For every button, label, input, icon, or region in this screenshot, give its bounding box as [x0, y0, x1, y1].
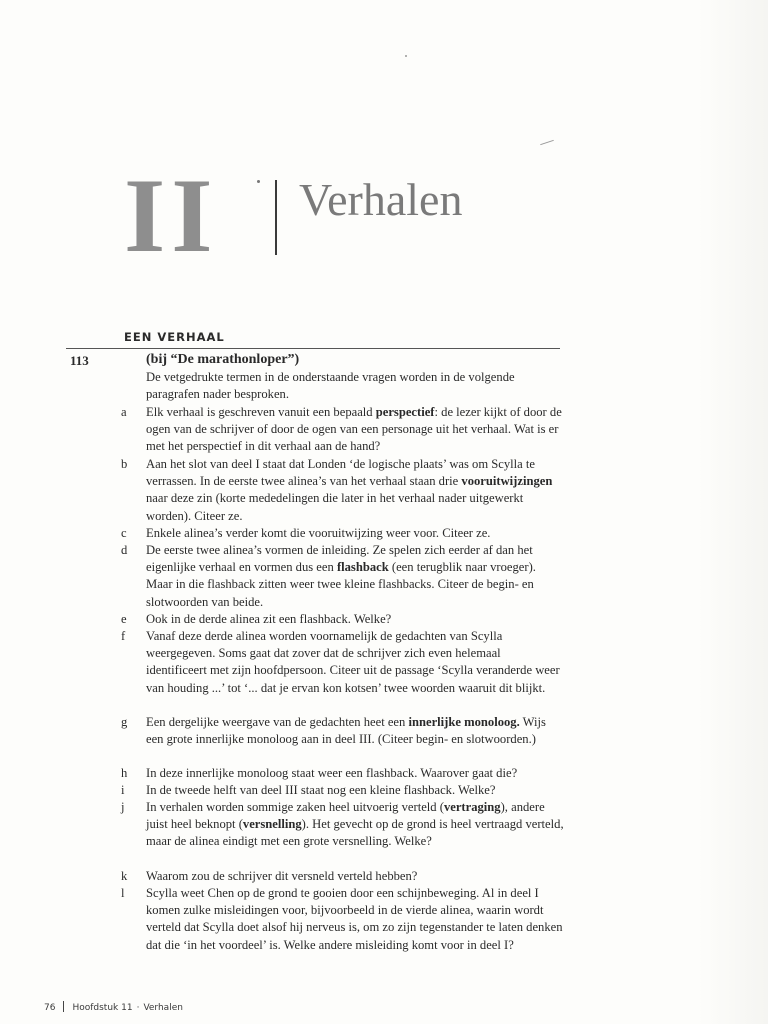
page-footer — [44, 1001, 183, 1013]
chapter-title: Verhalen — [299, 174, 463, 225]
page-number: 76 — [44, 1003, 56, 1013]
question-letter: d — [121, 543, 128, 557]
question-letter: j — [121, 800, 125, 814]
chapter-numeral: II — [124, 157, 219, 274]
exercise-title: (bij “De marathonloper”) — [146, 352, 300, 367]
section-heading: EEN VERHAAL — [124, 330, 225, 344]
chapter-dot — [257, 180, 260, 183]
question-text: Enkele alinea’s verder komt die vooruitwijzing weer voor. Citeer ze. — [146, 526, 491, 540]
question-text: Aan het slot van deel I staat dat Londen ‘de logische plaats’ was om Scylla te verrassen. In de eerste twee alinea’s van het verhaal staan drie vooruitwijzingen naar deze zin (korte mededelingen die later in het verhaal nader uitgewerkt worden). Citeer ze. — [146, 457, 553, 523]
question-letter: k — [121, 869, 128, 883]
question-letter: h — [121, 766, 128, 780]
question-letter: f — [121, 629, 126, 643]
question-text: In deze innerlijke monoloog staat weer een flashback. Waarover gaat die? — [146, 766, 518, 780]
question-text: Een dergelijke weergave van de gedachten heet een innerlijke monoloog. Wijs een grote innerlijke monoloog aan in deel III. (Citeer begin- en slotwoorden.) — [146, 715, 546, 747]
question-letter: b — [121, 457, 128, 471]
scan-speck — [405, 55, 407, 57]
question-letter: c — [121, 526, 127, 540]
exercise-number: 113 — [70, 353, 89, 368]
question-text: Scylla weet Chen op de grond te gooien door een schijnbeweging. Al in deel I komen zulke misleidingen voor, bijvoorbeeld in de vierde alinea, waarin wordt verteld dat Scylla doet alsof hij nerveus is, om zo zijn tegenstander te laten denken dat die ‘in het voordeel’ is. Welke andere misleiding komt voor in deel I? — [146, 886, 563, 952]
question-text: In de tweede helft van deel III staat nog een kleine flashback. Welke? — [146, 783, 496, 797]
question-text: De eerste twee alinea’s vormen de inleiding. Ze spelen zich eerder af dan het eigenlijke verhaal en vormen dus een flashback (een terugblik naar vroeger). Maar in die flashback zitten weer twee kleine flashbacks. Citeer de begin- en slotwoorden van beide. — [146, 543, 536, 609]
question-letter: i — [121, 783, 125, 797]
question-letter: g — [121, 715, 128, 729]
footer-divider — [63, 1001, 64, 1012]
footer-bullet: · — [136, 1003, 140, 1013]
question-text: Waarom zou de schrijver dit versneld verteld hebben? — [146, 869, 418, 883]
question-letter: l — [121, 886, 125, 900]
footer-chapter-label: Hoofdstuk 11 — [72, 1003, 133, 1013]
question-text: In verhalen worden sommige zaken heel uitvoerig verteld (vertraging), andere juist heel beknopt (versnelling). Het gevecht op de grond is heel vertraagd verteld, maar de alinea eindigt met een grote versnelling. Welke? — [146, 800, 564, 849]
scan-shadow — [698, 0, 768, 1024]
question-letter: e — [121, 612, 127, 626]
section-rule — [66, 348, 560, 349]
footer-chapter-title: Verhalen — [143, 1003, 183, 1013]
chapter-divider — [275, 180, 277, 255]
scan-speck — [540, 140, 554, 145]
question-text: Ook in de derde alinea zit een flashback. Welke? — [146, 612, 392, 626]
exercise-intro: De vetgedrukte termen in de onderstaande vragen worden in de volgende paragrafen nader besproken. — [146, 370, 515, 402]
question-text: Vanaf deze derde alinea worden voornamelijk de gedachten van Scylla weergegeven. Soms gaat dat zover dat de schrijver zich even helemaal identificeert met zijn hoofdpersoon. Citeer uit de passage ‘Scylla veranderde weer van houding ...’ tot ‘... dat je ervan kon kotsen’ twee woorden waaruit dit blijkt. — [146, 629, 560, 695]
question-text: Elk verhaal is geschreven vanuit een bepaald perspectief: de lezer kijkt of door de ogen van de schrijver of door de ogen van een personage uit het verhaal. Wat is er met het perspectief in dit verhaal aan de hand? — [146, 405, 562, 454]
question-letter: a — [121, 405, 127, 419]
